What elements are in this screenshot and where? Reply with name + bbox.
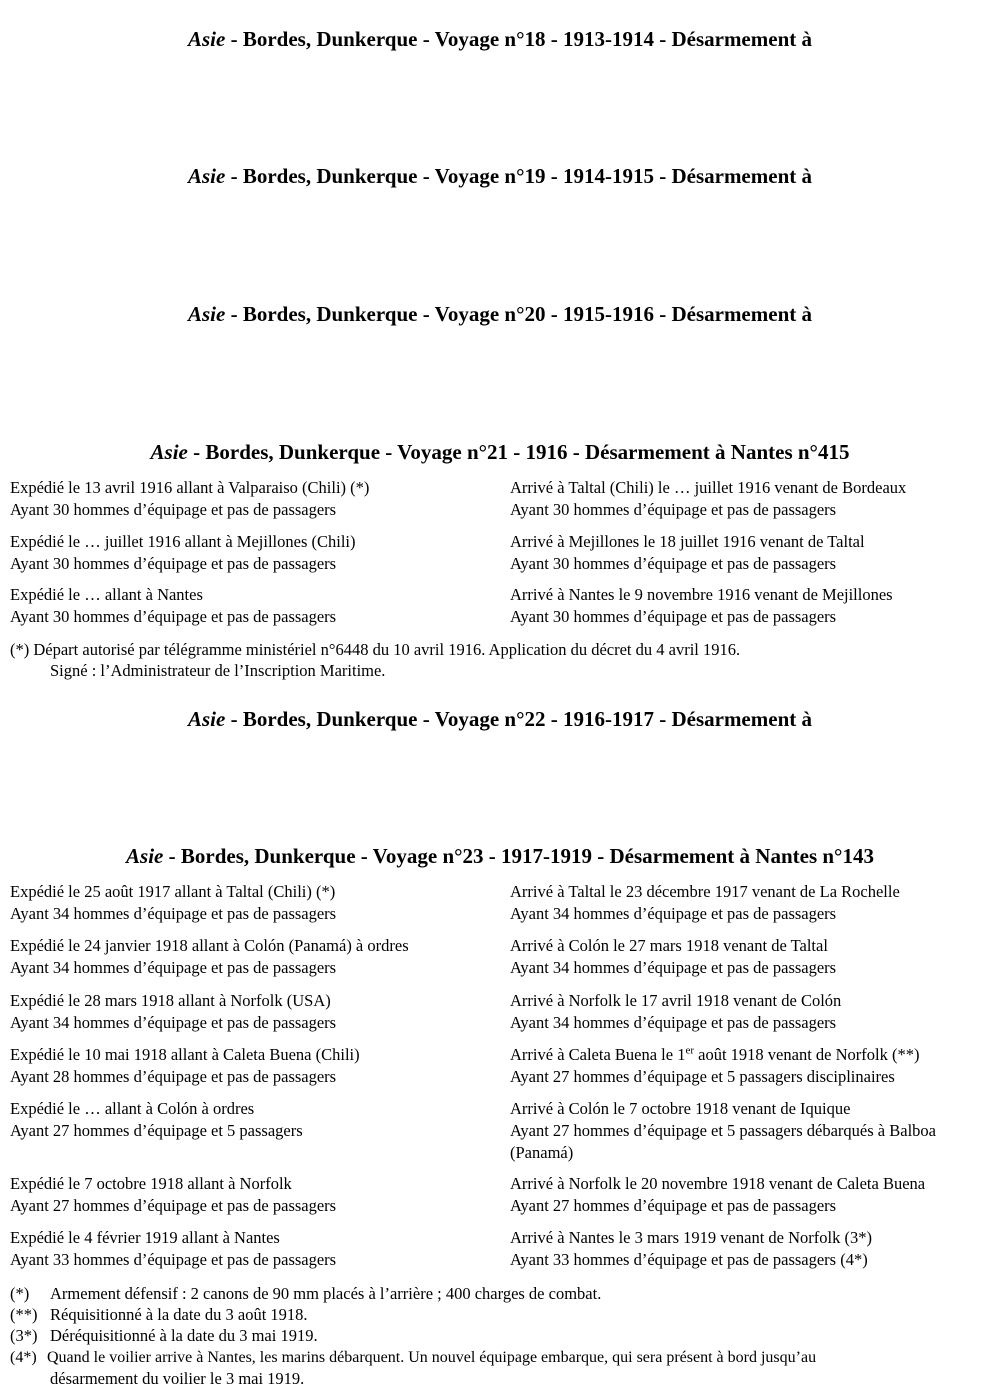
footnote <box>10 1347 816 1368</box>
footnote-text: Quand le voilier arrive à Nantes, les marins débarquent. Un nouvel équipage embarque, qui sera présent à bord jusqu’au <box>47 1349 817 1366</box>
departure-text: Expédié le … allant à Nantes <box>10 585 203 604</box>
departure-text: Expédié le … allant à Colón à ordres <box>10 1099 255 1118</box>
arrival-text: Arrivé à Taltal le 23 décembre 1917 venant de La Rochelle <box>510 882 900 901</box>
arrival-text: Arrivé à Norfolk le 20 novembre 1918 venant de Caleta Buena <box>510 1174 926 1193</box>
arrival-text: Arrivé à Mejillones le 18 juillet 1916 venant de Taltal <box>510 532 865 551</box>
ship-name: Asie <box>188 302 226 326</box>
departure-entry <box>10 881 336 925</box>
arrival-entry <box>510 1227 995 1271</box>
arrival-entry <box>510 935 995 979</box>
voyage-21-heading <box>0 439 1000 465</box>
departure-crew: Ayant 34 hommes d’équipage et pas de passagers <box>10 958 337 977</box>
arrival-entry <box>510 531 995 575</box>
departure-crew: Ayant 30 hommes d’équipage et pas de passagers <box>10 500 337 519</box>
departure-entry <box>10 935 409 979</box>
arrival-text: Arrivé à Colón le 27 mars 1918 venant de Taltal <box>510 936 828 955</box>
arrival-crew: Ayant 27 hommes d’équipage et 5 passagers disciplinaires <box>510 1067 895 1086</box>
footnote-text: Réquisitionné à la date du 3 août 1918. <box>50 1305 308 1324</box>
departure-crew: Ayant 27 hommes d’équipage et pas de passagers <box>10 1196 337 1215</box>
departure-text: Expédié le 10 mai 1918 allant à Caleta Buena (Chili) <box>10 1045 360 1064</box>
ship-name: Asie <box>126 844 164 868</box>
arrival-crew: Ayant 34 hommes d’équipage et pas de passagers <box>510 958 837 977</box>
arrival-crew: Ayant 30 hommes d’équipage et pas de passagers <box>510 500 837 519</box>
departure-entry <box>10 1227 336 1271</box>
voyage-18-heading <box>0 26 1000 52</box>
departure-crew: Ayant 30 hommes d’équipage et pas de passagers <box>10 554 337 573</box>
departure-text: Expédié le 28 mars 1918 allant à Norfolk (USA) <box>10 991 331 1010</box>
footnote-text: Armement défensif : 2 canons de 90 mm placés à l’arrière ; 400 charges de combat. <box>50 1284 602 1303</box>
departure-entry <box>10 477 369 521</box>
arrival-crew-continued: (Panamá) <box>510 1143 574 1162</box>
voyage-20-heading <box>0 301 1000 327</box>
departure-text: Expédié le 25 août 1917 allant à Taltal (Chili) (*) <box>10 882 336 901</box>
footnote-text: Déréquisitionné à la date du 3 mai 1919. <box>50 1326 318 1345</box>
arrival-text-start: Arrivé à Caleta Buena le 1 <box>510 1045 686 1064</box>
arrival-entry <box>510 1173 995 1217</box>
voyage-23-heading <box>0 843 1000 869</box>
arrival-crew: Ayant 27 hommes d’équipage et pas de passagers <box>510 1196 837 1215</box>
departure-crew: Ayant 34 hommes d’équipage et pas de passagers <box>10 904 337 923</box>
departure-text: Expédié le 7 octobre 1918 allant à Norfolk <box>10 1174 292 1193</box>
arrival-entry <box>510 584 995 628</box>
ship-name: Asie <box>188 27 226 51</box>
arrival-text-end: août 1918 venant de Norfolk (**) <box>694 1045 920 1064</box>
departure-entry <box>10 990 336 1034</box>
voyage-title: - Bordes, Dunkerque - Voyage n°21 - 1916 - Désarmement à Nantes n°415 <box>187 440 850 464</box>
footnote-mark: (**) <box>10 1305 38 1324</box>
arrival-crew: Ayant 27 hommes d’équipage et 5 passagers débarqués à Balboa <box>510 1121 936 1140</box>
departure-entry <box>10 1044 360 1088</box>
departure-text: Expédié le … juillet 1916 allant à Mejillones (Chili) <box>10 532 356 551</box>
footnote-mark: (*) <box>10 1284 30 1303</box>
arrival-entry <box>510 1098 995 1164</box>
arrival-entry <box>510 477 995 521</box>
departure-entry <box>10 1173 336 1217</box>
arrival-text <box>510 1044 995 1066</box>
departure-crew: Ayant 28 hommes d’équipage et pas de passagers <box>10 1067 337 1086</box>
arrival-text: Arrivé à Nantes le 9 novembre 1916 venant de Mejillones <box>510 585 893 604</box>
ship-name: Asie <box>150 440 188 464</box>
ship-name: Asie <box>188 707 226 731</box>
arrival-text: Arrivé à Colón le 7 octobre 1918 venant de Iquique <box>510 1099 851 1118</box>
arrival-crew: Ayant 30 hommes d’équipage et pas de passagers <box>510 554 837 573</box>
footnote-continued: désarmement du voilier le 3 mai 1919. <box>50 1369 305 1388</box>
footnote-mark: (3*) <box>10 1326 38 1345</box>
arrival-entry <box>510 990 995 1034</box>
departure-text: Expédié le 24 janvier 1918 allant à Colón (Panamá) à ordres <box>10 936 409 955</box>
departure-crew: Ayant 34 hommes d’équipage et pas de passagers <box>10 1013 337 1032</box>
departure-text: Expédié le 13 avril 1916 allant à Valparaiso (Chili) (*) <box>10 478 370 497</box>
voyage-title: - Bordes, Dunkerque - Voyage n°20 - 1915-1916 - Désarmement à <box>225 302 812 326</box>
arrival-crew: Ayant 34 hommes d’équipage et pas de passagers <box>510 1013 837 1032</box>
departure-crew: Ayant 30 hommes d’équipage et pas de passagers <box>10 607 337 626</box>
departure-crew: Ayant 33 hommes d’équipage et pas de passagers <box>10 1250 337 1269</box>
arrival-entry <box>510 881 995 925</box>
arrival-text: Arrivé à Taltal (Chili) le … juillet 1916 venant de Bordeaux <box>510 478 907 497</box>
ordinal-suffix: er <box>685 1044 695 1057</box>
departure-entry <box>10 1098 303 1142</box>
departure-crew: Ayant 27 hommes d’équipage et 5 passagers <box>10 1121 303 1140</box>
voyage-title: - Bordes, Dunkerque - Voyage n°18 - 1913-1914 - Désarmement à <box>225 27 812 51</box>
voyage-title: - Bordes, Dunkerque - Voyage n°22 - 1916-1917 - Désarmement à <box>225 707 812 731</box>
arrival-text: Arrivé à Nantes le 3 mars 1919 venant de Norfolk (3*) <box>510 1228 872 1247</box>
footnote <box>10 1304 308 1325</box>
footnote <box>10 1283 601 1304</box>
footnote-signature: Signé : l’Administrateur de l’Inscription Maritime. <box>50 661 386 680</box>
voyage-title: - Bordes, Dunkerque - Voyage n°23 - 1917-1919 - Désarmement à Nantes n°143 <box>163 844 874 868</box>
arrival-crew: Ayant 33 hommes d’équipage et pas de passagers (4*) <box>510 1250 868 1269</box>
footnote: (*) Départ autorisé par télégramme ministériel n°6448 du 10 avril 1916. Application du décret du 4 avril 1916. <box>10 640 741 659</box>
voyage-22-heading <box>0 706 1000 732</box>
departure-entry <box>10 584 336 628</box>
arrival-crew: Ayant 30 hommes d’équipage et pas de passagers <box>510 607 837 626</box>
arrival-crew: Ayant 34 hommes d’équipage et pas de passagers <box>510 904 837 923</box>
voyage-19-heading <box>0 163 1000 189</box>
voyage-title: - Bordes, Dunkerque - Voyage n°19 - 1914-1915 - Désarmement à <box>225 164 812 188</box>
ship-name: Asie <box>188 164 226 188</box>
departure-entry <box>10 531 356 575</box>
arrival-text: Arrivé à Norfolk le 17 avril 1918 venant de Colón <box>510 991 842 1010</box>
departure-text: Expédié le 4 février 1919 allant à Nantes <box>10 1228 280 1247</box>
footnote <box>10 1325 318 1346</box>
footnote-mark: (4*) <box>10 1349 37 1366</box>
arrival-entry <box>510 1044 995 1088</box>
